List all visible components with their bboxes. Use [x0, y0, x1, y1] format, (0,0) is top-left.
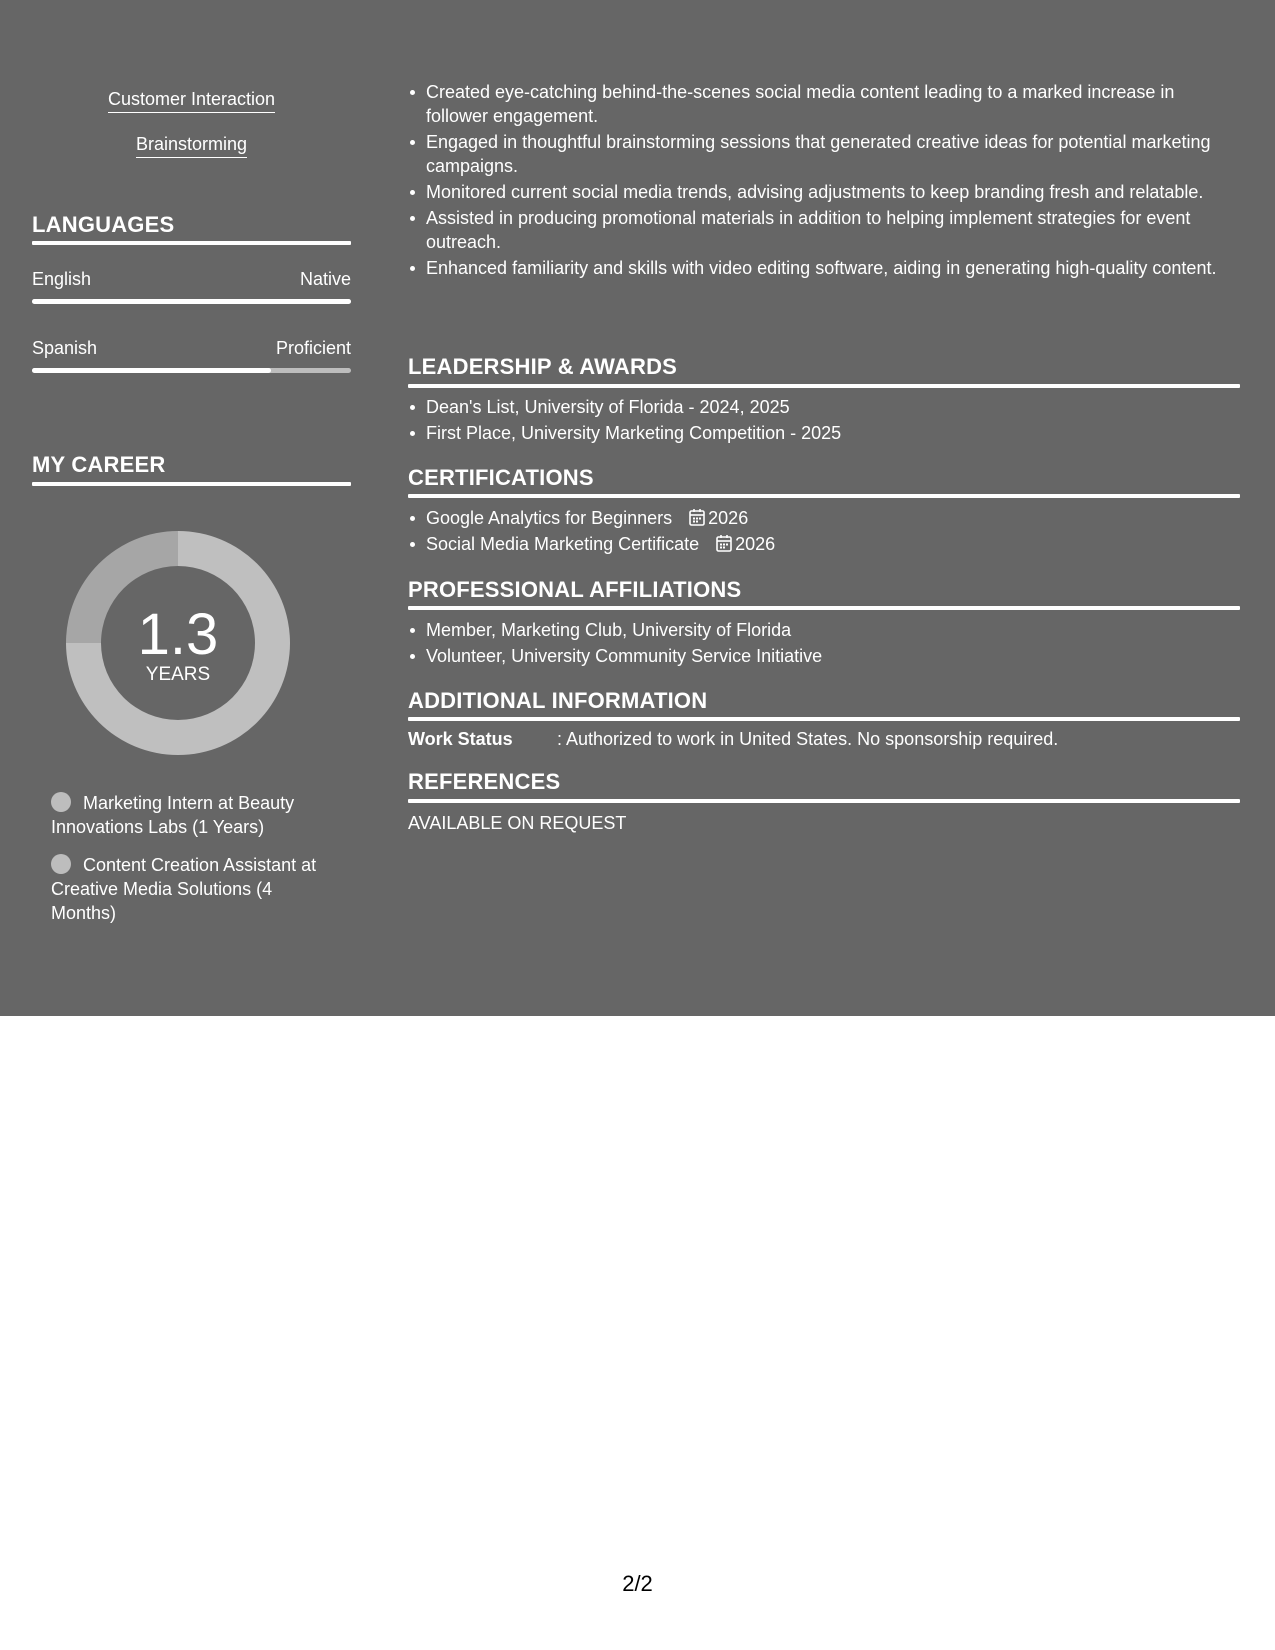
calendar-icon	[689, 508, 705, 526]
page-number: 2/2	[622, 1571, 653, 1596]
list-item: Monitored current social media trends, advising adjustments to keep branding fresh and relatable.	[426, 180, 1240, 204]
language-row	[32, 337, 351, 359]
certifications-title: CERTIFICATIONS	[408, 465, 594, 490]
references-title: REFERENCES	[408, 769, 561, 794]
skill-item: Customer Interaction	[32, 88, 351, 113]
certification-name: Social Media Marketing Certificate	[426, 534, 700, 554]
career-total: 1.3	[137, 602, 219, 667]
list-item: Assisted in producing promotional materials in addition to helping implement strategies for event outreach.	[426, 206, 1240, 254]
list-item: Enhanced familiarity and skills with video editing software, aiding in generating high-quality content.	[426, 256, 1240, 280]
section-divider	[408, 494, 1240, 498]
leadership-title: LEADERSHIP & AWARDS	[408, 354, 678, 379]
language-bar-fill	[32, 368, 271, 373]
list-item: Created eye-catching behind-the-scenes social media content leading to a marked increase in follower engagement.	[426, 80, 1240, 128]
references-text: AVAILABLE ON REQUEST	[408, 813, 627, 833]
work-status-value: : Authorized to work in United States. No sponsorship required.	[557, 729, 1059, 749]
career-title: MY CAREER	[32, 452, 166, 477]
skill-item: Brainstorming	[32, 133, 351, 158]
section-divider	[408, 384, 1240, 388]
certification-year: 2026	[735, 534, 776, 554]
language-level: Proficient	[275, 338, 351, 358]
additional-info-title: ADDITIONAL INFORMATION	[408, 688, 708, 713]
legend-dot	[51, 792, 71, 812]
list-item: Member, Marketing Club, University of Florida	[426, 618, 1240, 642]
language-bar	[32, 299, 351, 304]
list-item: First Place, University Marketing Competition - 2025	[426, 421, 1240, 445]
career-unit: YEARS	[145, 664, 211, 685]
work-status-row	[408, 728, 1058, 750]
work-status-label: Work Status	[408, 729, 513, 749]
section-divider	[408, 717, 1240, 721]
career-legend-item: Marketing Intern at Beauty Innovations Labs (1 Years)	[51, 793, 295, 837]
affiliations-list	[408, 618, 1240, 670]
certification-year: 2026	[708, 508, 749, 528]
list-item	[426, 532, 1240, 556]
language-row	[32, 268, 351, 290]
section-divider	[408, 799, 1240, 803]
list-item	[426, 506, 1240, 530]
section-divider	[32, 482, 351, 486]
list-item: Volunteer, University Community Service Initiative	[426, 644, 1240, 668]
affiliations-title: PROFESSIONAL AFFILIATIONS	[408, 577, 742, 602]
calendar-icon	[716, 534, 732, 552]
language-bar	[32, 368, 351, 373]
certifications-list	[408, 506, 1240, 558]
section-divider	[408, 606, 1240, 610]
list-item: Engaged in thoughtful brainstorming sessions that generated creative ideas for potential marketing campaigns.	[426, 130, 1240, 178]
section-divider	[32, 241, 351, 245]
list-item: Dean's List, University of Florida - 2024, 2025	[426, 395, 1240, 419]
career-legend-item: Content Creation Assistant at Creative Media Solutions (4 Months)	[51, 855, 317, 923]
experience-bullets	[408, 80, 1240, 282]
language-level: Native	[299, 269, 351, 289]
language-bar-fill	[32, 299, 351, 304]
certification-name: Google Analytics for Beginners	[426, 508, 673, 528]
languages-title: LANGUAGES	[32, 212, 175, 237]
language-name: English	[32, 269, 92, 289]
leadership-list	[408, 395, 1240, 447]
legend-dot	[51, 854, 71, 874]
language-name: Spanish	[32, 338, 98, 358]
